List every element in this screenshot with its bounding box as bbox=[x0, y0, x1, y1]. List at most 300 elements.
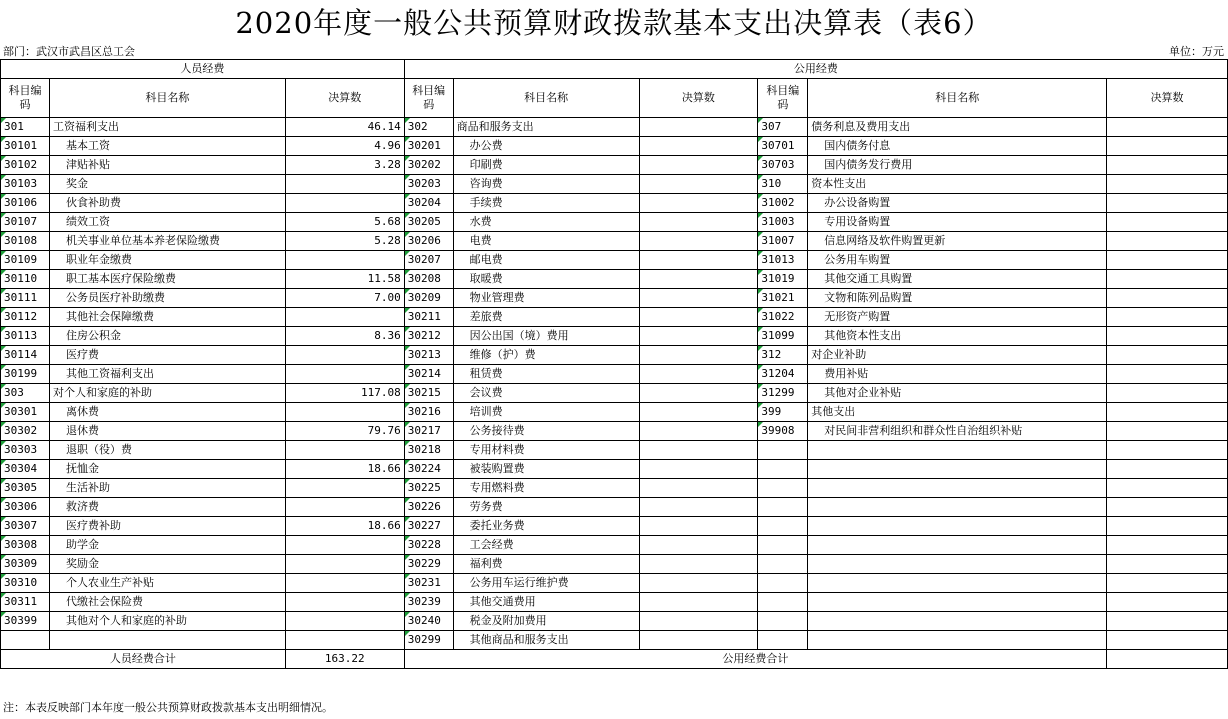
table-row bbox=[1, 593, 1228, 612]
item-amount bbox=[1107, 270, 1228, 289]
table-row bbox=[1, 479, 1228, 498]
item-name: 离休费 bbox=[49, 403, 285, 422]
item-name: 无形资产购置 bbox=[808, 308, 1107, 327]
item-code bbox=[758, 593, 808, 612]
item-amount bbox=[1107, 175, 1228, 194]
item-code: 30301 bbox=[1, 403, 50, 422]
header-amount: 决算数 bbox=[285, 79, 404, 118]
item-amount bbox=[1107, 517, 1228, 536]
table-row bbox=[1, 194, 1228, 213]
item-amount: 5.68 bbox=[285, 213, 404, 232]
item-amount bbox=[285, 346, 404, 365]
item-amount bbox=[1107, 327, 1228, 346]
public-total-label: 公用经费合计 bbox=[404, 650, 1106, 669]
item-amount bbox=[1107, 365, 1228, 384]
personnel-total-label: 人员经费合计 bbox=[1, 650, 286, 669]
item-code: 31019 bbox=[758, 270, 808, 289]
item-code: 30213 bbox=[404, 346, 453, 365]
item-name: 公务用车购置 bbox=[808, 251, 1107, 270]
expenditure-table bbox=[0, 59, 1228, 669]
item-name: 生活补助 bbox=[49, 479, 285, 498]
item-amount bbox=[639, 327, 758, 346]
item-code: 30306 bbox=[1, 498, 50, 517]
item-amount bbox=[1107, 403, 1228, 422]
item-code: 30239 bbox=[404, 593, 453, 612]
item-code: 30114 bbox=[1, 346, 50, 365]
item-amount bbox=[285, 498, 404, 517]
item-name bbox=[808, 631, 1107, 650]
item-code: 30106 bbox=[1, 194, 50, 213]
item-name: 税金及附加费用 bbox=[453, 612, 639, 631]
item-code: 307 bbox=[758, 118, 808, 137]
item-code: 30206 bbox=[404, 232, 453, 251]
page-title: 2020年度一般公共预算财政拨款基本支出决算表（表6） bbox=[235, 6, 993, 40]
item-amount bbox=[639, 479, 758, 498]
table-row bbox=[1, 118, 1228, 137]
item-name: 办公设备购置 bbox=[808, 194, 1107, 213]
item-code: 30203 bbox=[404, 175, 453, 194]
item-name bbox=[808, 574, 1107, 593]
item-name: 公务员医疗补助缴费 bbox=[49, 289, 285, 308]
item-name: 培训费 bbox=[453, 403, 639, 422]
item-amount bbox=[639, 156, 758, 175]
item-amount bbox=[1107, 118, 1228, 137]
item-name: 债务利息及费用支出 bbox=[808, 118, 1107, 137]
item-amount bbox=[1107, 346, 1228, 365]
item-name: 公务接待费 bbox=[453, 422, 639, 441]
item-name: 其他支出 bbox=[808, 403, 1107, 422]
item-amount bbox=[639, 403, 758, 422]
item-code: 30305 bbox=[1, 479, 50, 498]
item-code: 303 bbox=[1, 384, 50, 403]
item-amount bbox=[285, 441, 404, 460]
item-amount: 5.28 bbox=[285, 232, 404, 251]
item-code: 30208 bbox=[404, 270, 453, 289]
item-amount bbox=[1107, 593, 1228, 612]
table-row bbox=[1, 460, 1228, 479]
item-code: 30199 bbox=[1, 365, 50, 384]
item-code: 30229 bbox=[404, 555, 453, 574]
item-name bbox=[808, 460, 1107, 479]
item-amount: 4.96 bbox=[285, 137, 404, 156]
item-amount bbox=[285, 308, 404, 327]
item-amount bbox=[639, 270, 758, 289]
item-name: 个人农业生产补贴 bbox=[49, 574, 285, 593]
item-code: 31204 bbox=[758, 365, 808, 384]
item-amount bbox=[639, 555, 758, 574]
item-amount bbox=[639, 593, 758, 612]
table-row bbox=[1, 270, 1228, 289]
table-row bbox=[1, 365, 1228, 384]
table-row bbox=[1, 517, 1228, 536]
item-code: 30110 bbox=[1, 270, 50, 289]
item-code bbox=[758, 574, 808, 593]
item-name: 其他交通费用 bbox=[453, 593, 639, 612]
item-code: 30309 bbox=[1, 555, 50, 574]
item-name: 国内债务发行费用 bbox=[808, 156, 1107, 175]
table-row bbox=[1, 574, 1228, 593]
item-name: 其他对个人和家庭的补助 bbox=[49, 612, 285, 631]
item-amount: 18.66 bbox=[285, 460, 404, 479]
item-code: 30307 bbox=[1, 517, 50, 536]
item-code: 30207 bbox=[404, 251, 453, 270]
item-code: 30228 bbox=[404, 536, 453, 555]
item-code: 30226 bbox=[404, 498, 453, 517]
item-amount bbox=[1107, 498, 1228, 517]
item-name: 助学金 bbox=[49, 536, 285, 555]
item-name: 住房公积金 bbox=[49, 327, 285, 346]
unit-label: 单位：万元 bbox=[1169, 45, 1224, 58]
item-name: 工资福利支出 bbox=[49, 118, 285, 137]
item-amount bbox=[285, 251, 404, 270]
item-code: 30218 bbox=[404, 441, 453, 460]
item-name: 办公费 bbox=[453, 137, 639, 156]
table-row bbox=[1, 441, 1228, 460]
item-name: 邮电费 bbox=[453, 251, 639, 270]
item-name: 对民间非营利组织和群众性自治组织补贴 bbox=[808, 422, 1107, 441]
header-code: 科目编码 bbox=[404, 79, 453, 118]
item-amount bbox=[1107, 422, 1228, 441]
item-amount bbox=[639, 289, 758, 308]
item-name bbox=[808, 517, 1107, 536]
item-amount bbox=[639, 213, 758, 232]
table-row bbox=[1, 289, 1228, 308]
item-amount bbox=[1107, 631, 1228, 650]
item-code: 30303 bbox=[1, 441, 50, 460]
item-amount bbox=[285, 175, 404, 194]
item-code: 31013 bbox=[758, 251, 808, 270]
item-amount bbox=[285, 194, 404, 213]
item-code: 302 bbox=[404, 118, 453, 137]
item-amount bbox=[639, 517, 758, 536]
item-name: 职工基本医疗保险缴费 bbox=[49, 270, 285, 289]
item-amount bbox=[1107, 612, 1228, 631]
item-amount bbox=[285, 555, 404, 574]
personnel-total-value: 163.22 bbox=[285, 650, 404, 669]
item-code bbox=[758, 536, 808, 555]
item-name: 专用设备购置 bbox=[808, 213, 1107, 232]
section-personnel: 人员经费 bbox=[1, 60, 405, 79]
item-name: 基本工资 bbox=[49, 137, 285, 156]
item-amount bbox=[1107, 441, 1228, 460]
table-row bbox=[1, 384, 1228, 403]
item-amount bbox=[639, 251, 758, 270]
item-name bbox=[808, 612, 1107, 631]
item-amount: 46.14 bbox=[285, 118, 404, 137]
item-amount bbox=[1107, 156, 1228, 175]
item-name: 专用材料费 bbox=[453, 441, 639, 460]
item-name: 物业管理费 bbox=[453, 289, 639, 308]
item-name: 其他商品和服务支出 bbox=[453, 631, 639, 650]
item-name: 其他对企业补贴 bbox=[808, 384, 1107, 403]
item-name: 文物和陈列品购置 bbox=[808, 289, 1107, 308]
item-name: 抚恤金 bbox=[49, 460, 285, 479]
header-code: 科目编码 bbox=[1, 79, 50, 118]
table-row bbox=[1, 156, 1228, 175]
item-code: 301 bbox=[1, 118, 50, 137]
item-name bbox=[808, 498, 1107, 517]
table-row bbox=[1, 498, 1228, 517]
item-code: 30240 bbox=[404, 612, 453, 631]
item-code: 30399 bbox=[1, 612, 50, 631]
item-amount bbox=[1107, 213, 1228, 232]
item-name bbox=[808, 593, 1107, 612]
item-code: 30202 bbox=[404, 156, 453, 175]
item-amount: 11.58 bbox=[285, 270, 404, 289]
item-amount bbox=[285, 479, 404, 498]
table-row bbox=[1, 137, 1228, 156]
item-amount bbox=[1107, 536, 1228, 555]
item-code: 31002 bbox=[758, 194, 808, 213]
item-code: 312 bbox=[758, 346, 808, 365]
item-name: 其他社会保障缴费 bbox=[49, 308, 285, 327]
header-name: 科目名称 bbox=[49, 79, 285, 118]
item-name: 其他交通工具购置 bbox=[808, 270, 1107, 289]
item-amount bbox=[285, 536, 404, 555]
item-code: 30108 bbox=[1, 232, 50, 251]
item-name: 专用燃料费 bbox=[453, 479, 639, 498]
item-code: 30302 bbox=[1, 422, 50, 441]
table-row bbox=[1, 346, 1228, 365]
table-row bbox=[1, 422, 1228, 441]
item-name: 津贴补贴 bbox=[49, 156, 285, 175]
item-code: 30204 bbox=[404, 194, 453, 213]
item-code: 30111 bbox=[1, 289, 50, 308]
item-code: 31099 bbox=[758, 327, 808, 346]
item-amount bbox=[1107, 479, 1228, 498]
item-amount bbox=[639, 137, 758, 156]
item-code: 30701 bbox=[758, 137, 808, 156]
item-amount bbox=[285, 612, 404, 631]
item-amount bbox=[639, 384, 758, 403]
table-row bbox=[1, 612, 1228, 631]
item-code: 30102 bbox=[1, 156, 50, 175]
item-amount bbox=[1107, 308, 1228, 327]
table-row bbox=[1, 327, 1228, 346]
item-name: 工会经费 bbox=[453, 536, 639, 555]
item-name: 费用补贴 bbox=[808, 365, 1107, 384]
item-name: 奖励金 bbox=[49, 555, 285, 574]
item-code: 399 bbox=[758, 403, 808, 422]
item-name: 退职（役）费 bbox=[49, 441, 285, 460]
item-name: 取暖费 bbox=[453, 270, 639, 289]
item-name: 资本性支出 bbox=[808, 175, 1107, 194]
item-code: 30215 bbox=[404, 384, 453, 403]
item-name: 奖金 bbox=[49, 175, 285, 194]
item-name: 医疗费 bbox=[49, 346, 285, 365]
item-code: 31299 bbox=[758, 384, 808, 403]
item-amount bbox=[1107, 194, 1228, 213]
item-name: 电费 bbox=[453, 232, 639, 251]
item-code: 30211 bbox=[404, 308, 453, 327]
item-name: 对企业补助 bbox=[808, 346, 1107, 365]
item-name bbox=[808, 441, 1107, 460]
item-name: 咨询费 bbox=[453, 175, 639, 194]
item-amount bbox=[639, 498, 758, 517]
item-code: 30224 bbox=[404, 460, 453, 479]
department-label: 部门：武汉市武昌区总工会 bbox=[3, 45, 135, 58]
item-amount: 18.66 bbox=[285, 517, 404, 536]
item-amount bbox=[1107, 137, 1228, 156]
item-code: 31021 bbox=[758, 289, 808, 308]
item-name: 维修（护）费 bbox=[453, 346, 639, 365]
item-code bbox=[758, 612, 808, 631]
header-name: 科目名称 bbox=[453, 79, 639, 118]
item-code: 30216 bbox=[404, 403, 453, 422]
item-amount bbox=[639, 536, 758, 555]
item-name: 救济费 bbox=[49, 498, 285, 517]
item-name: 会议费 bbox=[453, 384, 639, 403]
item-code: 30225 bbox=[404, 479, 453, 498]
item-name: 水费 bbox=[453, 213, 639, 232]
item-code: 30214 bbox=[404, 365, 453, 384]
item-amount: 117.08 bbox=[285, 384, 404, 403]
item-amount bbox=[1107, 289, 1228, 308]
item-code: 39908 bbox=[758, 422, 808, 441]
item-name bbox=[808, 536, 1107, 555]
item-amount: 3.28 bbox=[285, 156, 404, 175]
item-code: 31007 bbox=[758, 232, 808, 251]
item-amount: 8.36 bbox=[285, 327, 404, 346]
item-amount bbox=[1107, 232, 1228, 251]
section-public: 公用经费 bbox=[404, 60, 1227, 79]
item-code: 30308 bbox=[1, 536, 50, 555]
table-row bbox=[1, 308, 1228, 327]
item-name bbox=[808, 555, 1107, 574]
header-amount: 决算数 bbox=[639, 79, 758, 118]
item-code bbox=[758, 631, 808, 650]
item-code bbox=[758, 517, 808, 536]
item-code: 30112 bbox=[1, 308, 50, 327]
item-name: 国内债务付息 bbox=[808, 137, 1107, 156]
item-amount: 7.00 bbox=[285, 289, 404, 308]
item-code: 30209 bbox=[404, 289, 453, 308]
item-amount bbox=[639, 365, 758, 384]
item-code: 30310 bbox=[1, 574, 50, 593]
item-name: 被装购置费 bbox=[453, 460, 639, 479]
item-code: 30227 bbox=[404, 517, 453, 536]
item-name bbox=[49, 631, 285, 650]
item-amount bbox=[1107, 384, 1228, 403]
item-code: 30205 bbox=[404, 213, 453, 232]
item-name: 商品和服务支出 bbox=[453, 118, 639, 137]
item-amount bbox=[285, 574, 404, 593]
item-name: 劳务费 bbox=[453, 498, 639, 517]
footnote: 注：本表反映部门本年度一般公共预算财政拨款基本支出明细情况。 bbox=[3, 701, 333, 714]
table-row bbox=[1, 555, 1228, 574]
table-row bbox=[1, 536, 1228, 555]
item-code: 30703 bbox=[758, 156, 808, 175]
table-row bbox=[1, 213, 1228, 232]
item-amount bbox=[639, 308, 758, 327]
item-code: 31003 bbox=[758, 213, 808, 232]
item-name: 公务用车运行维护费 bbox=[453, 574, 639, 593]
item-amount bbox=[1107, 251, 1228, 270]
item-code: 30107 bbox=[1, 213, 50, 232]
item-amount bbox=[1107, 460, 1228, 479]
item-amount bbox=[639, 175, 758, 194]
item-code: 30201 bbox=[404, 137, 453, 156]
item-code: 30311 bbox=[1, 593, 50, 612]
item-amount: 79.76 bbox=[285, 422, 404, 441]
item-code: 30212 bbox=[404, 327, 453, 346]
item-code bbox=[758, 441, 808, 460]
item-name: 退休费 bbox=[49, 422, 285, 441]
item-name: 差旅费 bbox=[453, 308, 639, 327]
item-amount bbox=[639, 460, 758, 479]
item-name: 绩效工资 bbox=[49, 213, 285, 232]
item-amount bbox=[639, 612, 758, 631]
item-name: 对个人和家庭的补助 bbox=[49, 384, 285, 403]
item-amount bbox=[639, 631, 758, 650]
table-row bbox=[1, 175, 1228, 194]
item-amount bbox=[639, 194, 758, 213]
item-code bbox=[758, 498, 808, 517]
item-code: 30299 bbox=[404, 631, 453, 650]
item-name: 租赁费 bbox=[453, 365, 639, 384]
item-code: 30103 bbox=[1, 175, 50, 194]
item-amount bbox=[285, 631, 404, 650]
header-name: 科目名称 bbox=[808, 79, 1107, 118]
item-name: 手续费 bbox=[453, 194, 639, 213]
item-name: 医疗费补助 bbox=[49, 517, 285, 536]
table-row bbox=[1, 631, 1228, 650]
item-code: 30113 bbox=[1, 327, 50, 346]
table-row bbox=[1, 403, 1228, 422]
item-amount bbox=[639, 422, 758, 441]
item-code: 30217 bbox=[404, 422, 453, 441]
item-amount bbox=[639, 574, 758, 593]
public-total-value bbox=[1107, 650, 1228, 669]
item-amount bbox=[285, 593, 404, 612]
item-name: 职业年金缴费 bbox=[49, 251, 285, 270]
item-name: 机关事业单位基本养老保险缴费 bbox=[49, 232, 285, 251]
item-amount bbox=[1107, 555, 1228, 574]
table-body bbox=[1, 118, 1228, 650]
item-code bbox=[1, 631, 50, 650]
header-amount: 决算数 bbox=[1107, 79, 1228, 118]
item-name: 其他工资福利支出 bbox=[49, 365, 285, 384]
item-amount bbox=[1107, 574, 1228, 593]
item-name: 信息网络及软件购置更新 bbox=[808, 232, 1107, 251]
table-row bbox=[1, 251, 1228, 270]
header-code: 科目编码 bbox=[758, 79, 808, 118]
item-code bbox=[758, 555, 808, 574]
item-amount bbox=[285, 403, 404, 422]
item-code bbox=[758, 479, 808, 498]
item-name: 福利费 bbox=[453, 555, 639, 574]
item-name: 印刷费 bbox=[453, 156, 639, 175]
item-code bbox=[758, 460, 808, 479]
item-amount bbox=[639, 441, 758, 460]
item-amount bbox=[639, 232, 758, 251]
item-name: 因公出国（境）费用 bbox=[453, 327, 639, 346]
item-amount bbox=[285, 365, 404, 384]
item-code: 31022 bbox=[758, 308, 808, 327]
item-amount bbox=[639, 118, 758, 137]
item-code: 30304 bbox=[1, 460, 50, 479]
item-code: 30109 bbox=[1, 251, 50, 270]
item-name: 其他资本性支出 bbox=[808, 327, 1107, 346]
item-name: 委托业务费 bbox=[453, 517, 639, 536]
item-code: 310 bbox=[758, 175, 808, 194]
item-name: 代缴社会保险费 bbox=[49, 593, 285, 612]
item-name bbox=[808, 479, 1107, 498]
item-code: 30231 bbox=[404, 574, 453, 593]
item-amount bbox=[639, 346, 758, 365]
item-code: 30101 bbox=[1, 137, 50, 156]
table-row bbox=[1, 232, 1228, 251]
